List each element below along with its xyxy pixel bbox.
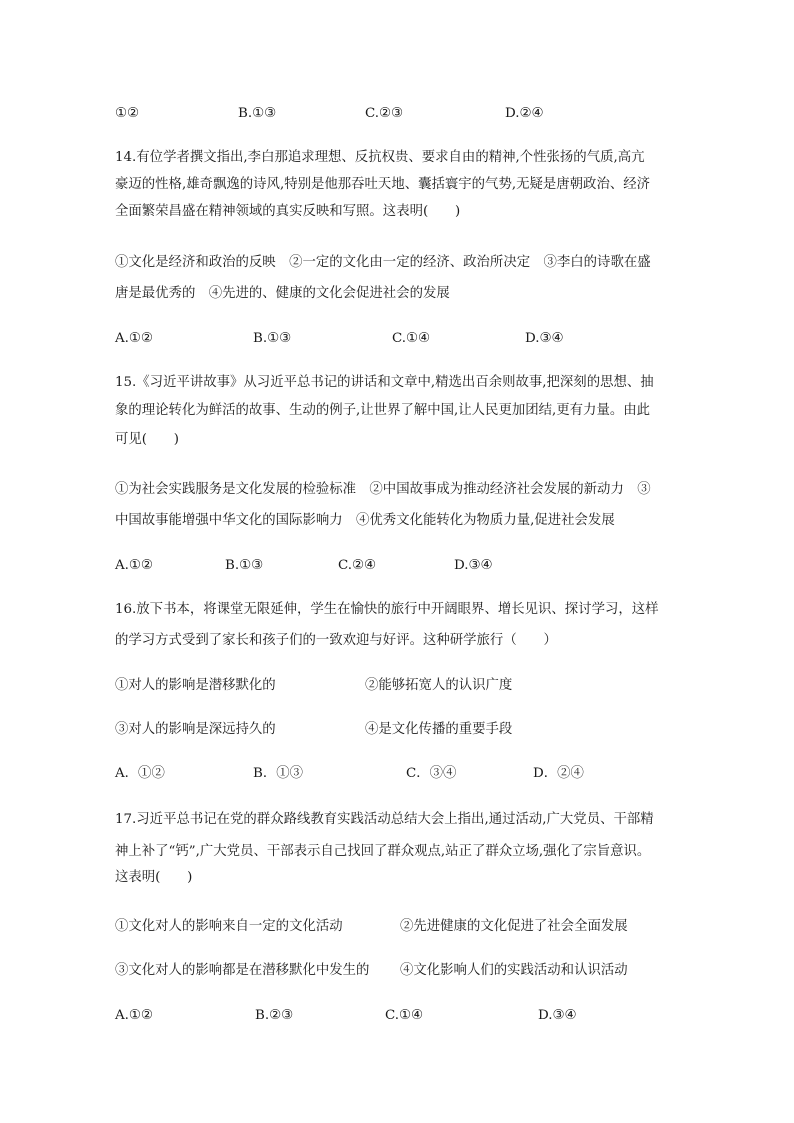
q15-option-b: B.①③ — [225, 558, 264, 573]
q13-option-b: B.①③ — [238, 106, 277, 121]
q17-option-d: D.③④ — [538, 1008, 577, 1023]
q16-stem-line-1: 16.放下书本，将课堂无限延伸，学生在愉快的旅行中开阔眼界、增长见识、探讨学习，这样 — [115, 602, 659, 617]
q14-stem-line-1: 14.有位学者撰文指出,李白那追求理想、反抗权贵、要求自由的精神,个性张扬的气质,高亢 — [115, 150, 645, 165]
q16-statement-1: ①对人的影响是潜移默化的 — [115, 678, 276, 693]
q15-statements-line-1: ①为社会实践服务是文化发展的检验标准 ②中国故事成为推动经济社会发展的新动力 ③ — [115, 482, 651, 497]
q13-option-c: C.②③ — [365, 106, 404, 121]
q14-stem-line-3: 全面繁荣昌盛在精神领域的真实反映和写照。这表明( ) — [115, 204, 461, 219]
q13-option-a: ①② — [115, 106, 140, 121]
q17-statements-row-1 — [115, 917, 675, 937]
q17-statement-3: ③文化对人的影响都是在潜移默化中发生的 — [115, 963, 370, 978]
q15-stem-line-1: 15.《习近平讲故事》从习近平总书记的讲话和文章中,精选出百余则故事,把深刻的思想、抽 — [115, 375, 654, 390]
q14-option-d: D.③④ — [525, 331, 564, 346]
q17-option-a: A.①② — [115, 1008, 153, 1023]
q15-statements-line-2: 中国故事能增强中华文化的国际影响力 ④优秀文化能转化为物质力量,促进社会发展 — [115, 513, 615, 528]
q16-option-b: B．①③ — [253, 766, 304, 781]
q16-statement-2: ②能够拓宽人的认识广度 — [365, 678, 513, 693]
q15-stem-line-2: 象的理论转化为鲜活的故事、生动的例子,让世界了解中国,让人民更加团结,更有力量。由此 — [115, 403, 651, 418]
q14-option-a: A.①② — [115, 331, 153, 346]
q17-stem-line-1: 17.习近平总书记在党的群众路线教育实践活动总结大会上指出,通过活动,广大党员、干部精 — [115, 812, 654, 827]
q16-statements-row-2 — [115, 720, 675, 740]
q17-option-c: C.①④ — [385, 1008, 424, 1023]
q16-statements-row-1 — [115, 676, 675, 696]
q15-options — [115, 556, 675, 576]
q17-statement-2: ②先进健康的文化促进了社会全面发展 — [400, 919, 628, 934]
q16-statement-4: ④是文化传播的重要手段 — [365, 722, 513, 737]
q17-statements-row-2 — [115, 961, 675, 981]
q17-stem-line-2: 神上补了“钙”,广大党员、干部表示自己找回了群众观点,站正了群众立场,强化了宗旨意识。 — [115, 844, 651, 859]
q15-option-d: D.③④ — [454, 558, 493, 573]
q13-options — [115, 104, 675, 124]
q14-stem-line-2: 豪迈的性格,雄奇飘逸的诗风,特别是他那吞吐天地、囊括寰宇的气势,无疑是唐朝政治、经济 — [115, 177, 651, 192]
q17-stem-line-3: 这表明( ) — [115, 870, 193, 885]
q15-option-c: C.②④ — [338, 558, 377, 573]
q16-option-a: A．①② — [115, 766, 165, 781]
q16-statement-3: ③对人的影响是深远持久的 — [115, 722, 276, 737]
q14-option-c: C.①④ — [392, 331, 431, 346]
q14-statements-line-2: 唐是最优秀的 ④先进的、健康的文化会促进社会的发展 — [115, 286, 450, 301]
q13-option-d: D.②④ — [505, 106, 544, 121]
q16-options — [115, 764, 675, 784]
q15-option-a: A.①② — [115, 558, 153, 573]
q14-options — [115, 329, 675, 349]
q16-option-c: C．③④ — [406, 766, 457, 781]
q17-option-b: B.②③ — [255, 1008, 294, 1023]
q17-options — [115, 1006, 675, 1026]
q17-statement-4: ④文化影响人们的实践活动和认识活动 — [400, 963, 628, 978]
q14-statements-line-1: ①文化是经济和政治的反映 ②一定的文化由一定的经济、政治所决定 ③李白的诗歌在盛 — [115, 255, 651, 270]
q16-stem-line-2: 的学习方式受到了家长和孩子们的一致欢迎与好评。这种研学旅行（ ） — [115, 633, 557, 648]
q15-stem-line-3: 可见( ) — [115, 432, 180, 447]
q16-option-d: D．②④ — [533, 766, 584, 781]
q17-statement-1: ①文化对人的影响来自一定的文化活动 — [115, 919, 343, 934]
q14-option-b: B.①③ — [253, 331, 292, 346]
